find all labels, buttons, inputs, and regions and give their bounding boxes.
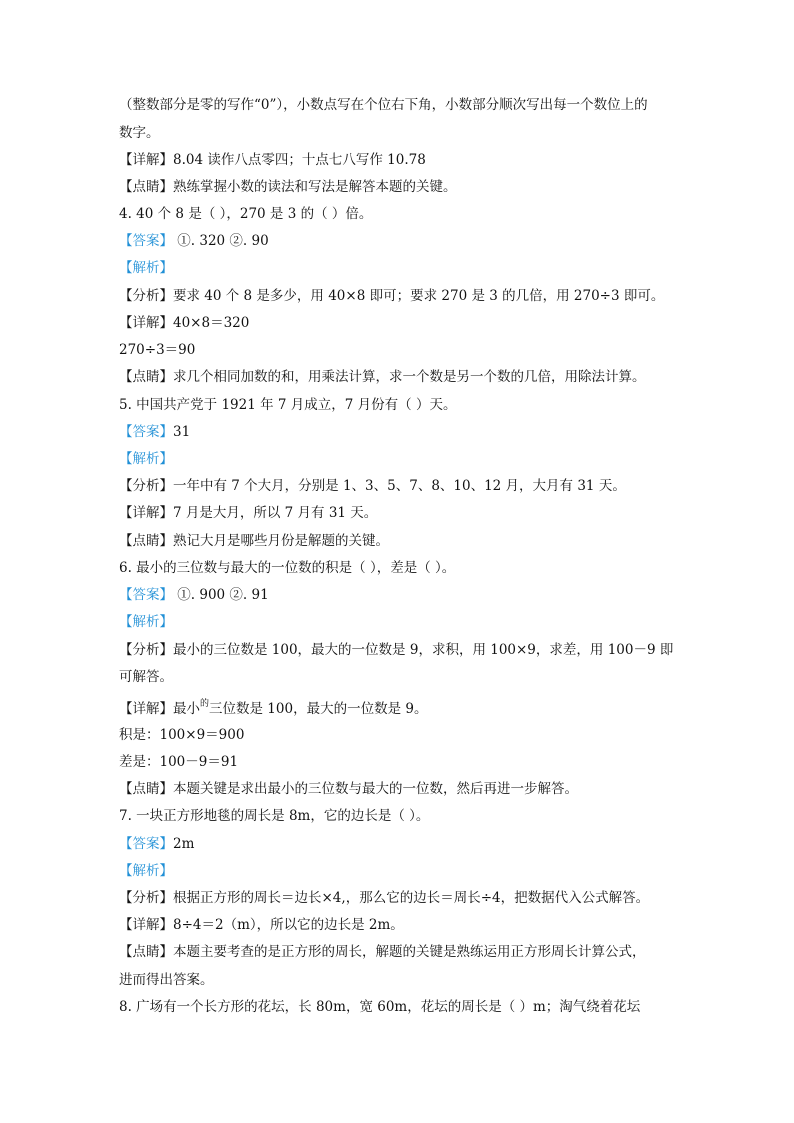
detail-line: 【详解】8.04 读作八点零四；十点七八写作 10.78 xyxy=(119,152,426,168)
key-point-line: 【点睛】本题关键是求出最小的三位数与最大的一位数，然后再进一步解答。 xyxy=(119,781,578,797)
key-point-line: 【点睛】熟练掌握小数的读法和写法是解答本题的关键。 xyxy=(119,179,457,195)
question-4: 4. 40 个 8 是（ ），270 是 3 的（ ）倍。 xyxy=(119,206,373,222)
answer-text: ①. 320 ②. 90 xyxy=(173,233,269,249)
answer-tag: 【答案】 xyxy=(119,424,173,440)
detail-line: 【详解】8÷4＝2（m），所以它的边长是 2m。 xyxy=(119,917,404,933)
key-point-line: 【点睛】熟记大月是哪些月份是解题的关键。 xyxy=(119,533,389,549)
question-7: 7. 一块正方形地毯的周长是 8m，它的边长是（ ）。 xyxy=(119,808,430,824)
detail-sup: 的 xyxy=(200,699,210,709)
answer-tag: 【答案】 xyxy=(119,233,173,249)
answer-line xyxy=(119,835,679,853)
detail-line: 【详解】7 月是大月，所以 7 月有 31 天。 xyxy=(119,505,378,521)
question-6: 6. 最小的三位数与最大的一位数的积是（ ），差是（ ）。 xyxy=(119,560,456,576)
analysis-tag: 【解析】 xyxy=(119,451,173,467)
analysis-tag: 【解析】 xyxy=(119,260,173,276)
detail-text-a: 【详解】最小 xyxy=(119,701,200,717)
analysis-line: 【分析】要求 40 个 8 是多少，用 40×8 即可；要求 270 是 3 的几倍，用 270÷3 即可。 xyxy=(119,288,665,304)
calc-line: 积是：100×9＝900 xyxy=(119,727,245,743)
analysis-tag: 【解析】 xyxy=(119,863,173,879)
question-5: 5. 中国共产党于 1921 年 7 月成立，7 月份有（ ）天。 xyxy=(119,397,457,413)
key-point-line-cont: 进而得出答案。 xyxy=(119,972,214,988)
analysis-line: 【分析】根据正方形的周长＝边长×4,，那么它的边长＝周长÷4，把数据代入公式解答。 xyxy=(119,890,650,906)
detail-text-b: 三位数是 100，最大的一位数是 9。 xyxy=(209,701,428,717)
answer-tag: 【答案】 xyxy=(119,587,173,603)
answer-line xyxy=(119,586,679,604)
calc-line: 270÷3＝90 xyxy=(119,342,196,358)
analysis-line: 【分析】最小的三位数是 100，最大的一位数是 9，求积，用 100×9，求差，用 100－9 即 xyxy=(119,642,674,658)
answer-tag: 【答案】 xyxy=(119,836,173,852)
analysis-tag: 【解析】 xyxy=(119,614,173,630)
key-point-line: 【点睛】求几个相同加数的和，用乘法计算，求一个数是另一个数的几倍，用除法计算。 xyxy=(119,369,646,385)
analysis-line: 【分析】一年中有 7 个大月，分别是 1、3、5、7、8、10、12 月，大月有 31 天。 xyxy=(119,478,626,494)
text-line: （整数部分是零的写作“0”），小数点写在个位右下角，小数部分顺次写出每一个数位上的 xyxy=(119,97,648,113)
calc-line: 差是：100－9＝91 xyxy=(119,754,239,770)
answer-text: 2m xyxy=(173,836,195,852)
answer-line xyxy=(119,232,679,250)
answer-line xyxy=(119,423,679,441)
answer-text: 31 xyxy=(173,424,191,440)
answer-text: ①. 900 ②. 91 xyxy=(173,587,269,603)
key-point-line: 【点睛】本题主要考查的是正方形的周长，解题的关键是熟练运用正方形周长计算公式， xyxy=(119,944,646,960)
detail-line: 【详解】40×8＝320 xyxy=(119,315,250,331)
detail-line xyxy=(119,700,679,720)
question-8: 8. 广场有一个长方形的花坛，长 80m，宽 60m，花坛的周长是（ ）m；淘气绕着花坛 xyxy=(119,999,641,1015)
analysis-line-cont: 可解答。 xyxy=(119,669,173,685)
text-line: 数字。 xyxy=(119,125,160,141)
